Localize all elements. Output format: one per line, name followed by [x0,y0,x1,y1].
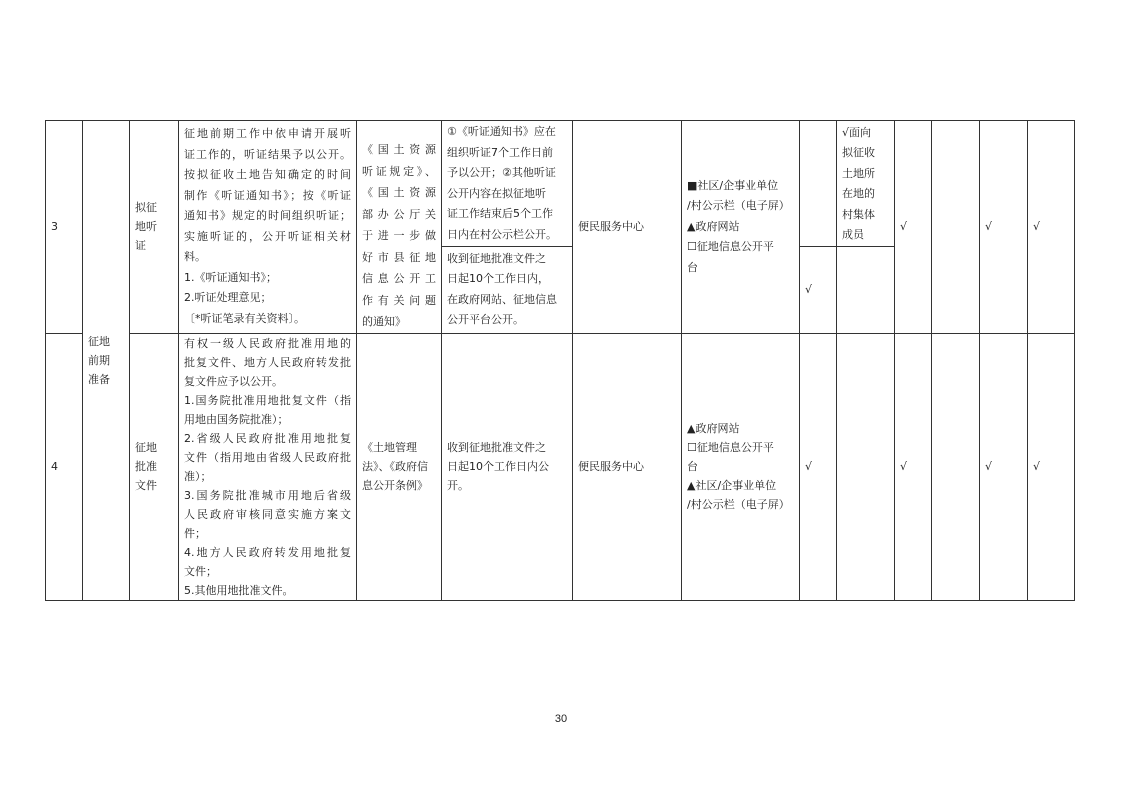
description-line: 1.国务院批准用地批复文件（指 [184,393,351,407]
timing-line: 开。 [447,479,469,492]
basis-line: 听证规定》、 [362,164,436,178]
check-mark: √ [980,121,1028,334]
channel-line: ▲社区/企事业单位 [687,479,777,492]
timing-cell [442,121,573,247]
scope-line: 土地所 [842,166,875,180]
item-name-line: 文件 [135,479,157,492]
description-line: 2.听证处理意见； [184,291,272,305]
basis-line: 于进一步做 [362,229,436,242]
timing-line: 日内在村公示栏公开。 [447,227,557,241]
timing-line: 公开内容在拟征地听 [447,186,546,200]
channel-cell [682,121,800,334]
description-line: 文件（指用地由省级人民政府批 [184,450,351,464]
check-mark: √ [895,121,932,334]
description-line: 4.地方人民政府转发用地批复 [184,545,351,559]
description-line: 用地由国务院批准）； [184,412,289,426]
category-label: 征地前期准备 [88,334,110,386]
item-name-line: 征地 [135,441,157,454]
timing-cell [442,247,573,333]
timing-line: 予以公开；②其他听证 [447,166,556,180]
timing-line: 收到征地批准文件之 [447,441,546,454]
channel-cell [682,333,800,600]
channel-line: /村公示栏（电子屏） [687,498,790,511]
description-line: 2.省级人民政府批准用地批复 [184,431,351,445]
row-number: 3 [46,121,83,334]
timing-line: 日起10个工作日内， [447,272,549,286]
description-line: 〔*听证笔录有关资料〕。 [184,311,305,325]
subject-cell: 便民服务中心 [573,333,682,600]
empty-cell [800,121,837,247]
basis-line: 部办公厅关 [362,207,436,221]
basis-cell [357,121,442,334]
scope-line: 成员 [842,228,864,242]
channel-line: 台 [687,260,698,274]
category-cell [83,121,130,601]
description-line: 料。 [184,250,206,264]
description-line: 实施听证的，公开听证相关材 [184,229,351,243]
item-name-line: 证 [135,239,146,253]
timing-line: 收到征地批准文件之 [447,251,546,265]
table-row [46,333,1075,600]
scope-cell [837,121,895,247]
check-mark: √ [1028,333,1075,600]
check-mark: √ [800,333,837,600]
empty-cell [932,121,980,334]
disclosure-table [45,120,1075,601]
description-line: 5.其他用地批准文件。 [184,583,294,597]
timing-line: 公开平台公开。 [447,313,524,327]
empty-cell [837,247,895,333]
timing-line: 日起10个工作日内公 [447,460,549,473]
basis-line: 信息公开工 [362,272,436,285]
scope-line: 村集体 [842,207,875,221]
check-mark: √ [895,333,932,600]
subject-cell: 便民服务中心 [573,121,682,334]
check-mark: √ [800,247,837,333]
check-mark: √ [1028,121,1075,334]
basis-line: 《土地管理 [362,441,417,454]
description-line: 批复文件、地方人民政府转发批 [184,355,351,369]
description-line: 复文件应予以公开。 [184,374,283,388]
row-number: 4 [46,333,83,600]
channel-line: 台 [687,460,698,473]
description-line: 征地前期工作中依申请开展听 [184,127,351,141]
timing-line: ①《听证通知书》应在 [447,125,556,139]
description-line: 通知书》规定的时间组织听证； [184,209,351,223]
description-line: 按拟征收土地告知确定的时间 [184,168,351,182]
description-line: 文件； [184,564,217,578]
basis-line: 作有关问题 [362,293,436,307]
description-line: 准）； [184,469,212,483]
item-name-line: 地听 [135,220,157,234]
description-line: 3.国务院批准城市用地后省级 [184,488,351,502]
timing-line: 在政府网站、征地信息 [447,292,557,306]
basis-line: 的通知》 [362,315,406,328]
description-line: 有权一级人民政府批准用地的 [184,336,351,350]
basis-line: 《国土资源 [362,143,436,156]
basis-line: 好市县征地 [362,250,436,264]
channel-line: ☐征地信息公开平 [687,240,774,253]
item-name-line: 批准 [135,460,157,473]
description-line: 1.《听证通知书》； [184,270,277,284]
scope-line: 拟征收 [842,146,875,160]
description-cell [179,121,357,334]
scope-line: 在地的 [842,187,875,201]
description-line: 人民政府审核同意实施方案文 [184,507,351,521]
description-line: 证工作的，听证结果予以公开。 [184,147,351,161]
page-number: 30 [554,713,568,725]
scope-line: √面向 [842,125,872,139]
channel-line: ▲政府网站 [687,422,740,435]
channel-line: ▲政府网站 [687,219,740,233]
timing-cell [442,333,573,600]
basis-line: 法》、《政府信 [362,460,428,473]
timing-line: 组织听证7个工作日前 [447,145,553,159]
channel-line: ☐征地信息公开平 [687,441,774,454]
item-name-cell [130,121,179,334]
channel-line: ■社区/企事业单位 [687,178,779,192]
empty-cell [837,333,895,600]
timing-line: 证工作结束后5个工作 [447,207,553,221]
basis-cell [357,333,442,600]
channel-line: /村公示栏（电子屏） [687,199,790,212]
item-name-cell [130,333,179,600]
description-cell [179,333,357,600]
item-name-line: 拟征 [135,201,157,215]
basis-line: 《国土资源 [362,186,436,199]
empty-cell [932,333,980,600]
description-line: 件； [184,526,206,540]
description-line: 制作《听证通知书》；按《听证 [184,188,351,202]
basis-line: 息公开条例》 [362,479,428,492]
table-row [46,121,1075,247]
check-mark: √ [980,333,1028,600]
